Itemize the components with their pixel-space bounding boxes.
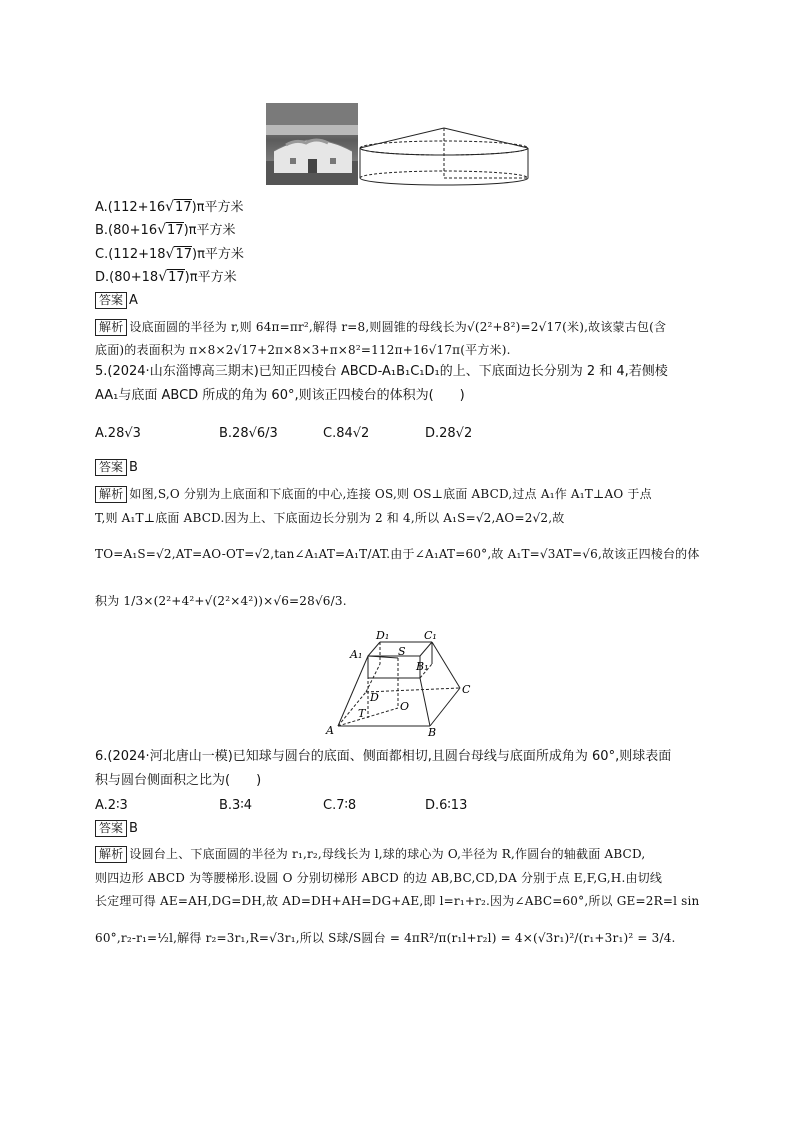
- q6-analysis-line3: 长定理可得 AE=AH,DG=DH,故 AD=DH+AH=DG+AE,即 l=r₁+r₂.因为∠ABC=60°,所以 GE=2R=l sin: [95, 894, 700, 908]
- q5-stem-line1: 5.(2024·山东淄博高三期末)已知正四棱台 ABCD-A₁B₁C₁D₁的上、下底面边长分别为 2 和 4,若侧棱: [95, 364, 668, 379]
- q5-analysis-line1: 解析 如图,S,O 分别为上底面和下底面的中心,连接 OS,则 OS⊥底面 ABCD,过点 A₁作 A₁T⊥AO 于点: [95, 485, 652, 503]
- q6-analysis-line2: 则四边形 ABCD 为等腰梯形.设圆 O 分别切梯形 ABCD 的边 AB,BC,CD,DA 分别于点 E,F,G,H.由切线: [95, 871, 663, 885]
- label-d: D: [370, 691, 379, 704]
- q6-stem-line1: 6.(2024·河北唐山一模)已知球与圆台的底面、侧面都相切,且圆台母线与底面所成角为 60°,则球表面: [95, 749, 672, 764]
- yurt-diagram: [358, 125, 530, 187]
- q6-analysis-line4: 60°,r₂-r₁=½l,解得 r₂=3r₁,R=√3r₁,所以 S球/S圆台 = 4πR²/π(r₁l+r₂l) = 4×(√3r₁)²/(r₁+3r₁)² = 3/4.: [95, 931, 676, 945]
- q5-option-b: B.28√6/3: [219, 426, 278, 441]
- q6-option-d: D.6∶13: [425, 798, 468, 813]
- label-c: C: [462, 683, 471, 696]
- label-a1: A₁: [350, 648, 363, 661]
- q5-analysis-line4: 积为 1/3×(2²+4²+√(2²×4²))×√6=28√6/3.: [95, 594, 347, 608]
- analysis-tag: 解析: [95, 846, 127, 863]
- q6-option-c: C.7∶8: [323, 798, 357, 813]
- q6-option-b: B.3∶4: [219, 798, 252, 813]
- label-s: S: [398, 645, 406, 658]
- q6-stem-line2: 积与圆台侧面积之比为( ): [95, 773, 262, 788]
- label-o: O: [400, 700, 410, 713]
- q5-option-d: D.28√2: [425, 426, 473, 441]
- label-d1: D₁: [376, 629, 390, 642]
- label-c1: C₁: [424, 629, 437, 642]
- label-b: B: [428, 726, 437, 738]
- answer-tag: 答案: [95, 459, 127, 476]
- q4-option-d: D.(80+18√17)π平方米: [95, 269, 237, 285]
- q4-option-a: A.(112+16√17)π平方米: [95, 199, 244, 215]
- label-t: T: [358, 707, 366, 720]
- label-b1: B₁: [416, 660, 429, 673]
- analysis-tag: 解析: [95, 319, 127, 336]
- q5-stem-line2: AA₁与底面 ABCD 所成的角为 60°,则该正四棱台的体积为( ): [95, 388, 465, 403]
- yurt-photo-icon: [266, 103, 358, 185]
- q5-analysis-line2: T,则 A₁T⊥底面 ABCD.因为上、下底面边长分别为 2 和 4,所以 A₁S=√2,AO=2√2,故: [95, 511, 565, 525]
- answer-tag: 答案: [95, 820, 127, 837]
- q4-option-b: B.(80+16√17)π平方米: [95, 222, 236, 238]
- q4-answer: 答案 A: [95, 292, 138, 310]
- q6-analysis-line1: 解析 设圆台上、下底面圆的半径为 r₁,r₂,母线长为 l,球的球心为 O,半径为 R,作圆台的轴截面 ABCD,: [95, 845, 645, 863]
- answer-tag: 答案: [95, 292, 127, 309]
- label-a: A: [326, 724, 334, 737]
- q6-answer: 答案 B: [95, 820, 138, 838]
- q5-answer: 答案 B: [95, 459, 138, 477]
- yurt-photo: [266, 103, 358, 185]
- q4-analysis-line1: 解析 设底面圆的半径为 r,则 64π=πr²,解得 r=8,则圆锥的母线长为√(2²+8²)=2√17(米),故该蒙古包(含: [95, 318, 666, 336]
- q4-analysis-line2: 底面)的表面积为 π×8×2√17+2π×8×3+π×8²=112π+16√17π(平方米).: [95, 343, 511, 357]
- frustum-figure: [318, 628, 478, 738]
- q6-option-a: A.2∶3: [95, 798, 128, 813]
- q5-option-c: C.84√2: [323, 426, 370, 441]
- q5-option-a: A.28√3: [95, 426, 141, 441]
- q4-option-c: C.(112+18√17)π平方米: [95, 246, 244, 262]
- analysis-tag: 解析: [95, 486, 127, 503]
- q5-analysis-line3: TO=A₁S=√2,AT=AO-OT=√2,tan∠A₁AT=A₁T/AT.由于∠A₁AT=60°,故 A₁T=√3AT=√6,故该正四棱台的体: [95, 547, 700, 561]
